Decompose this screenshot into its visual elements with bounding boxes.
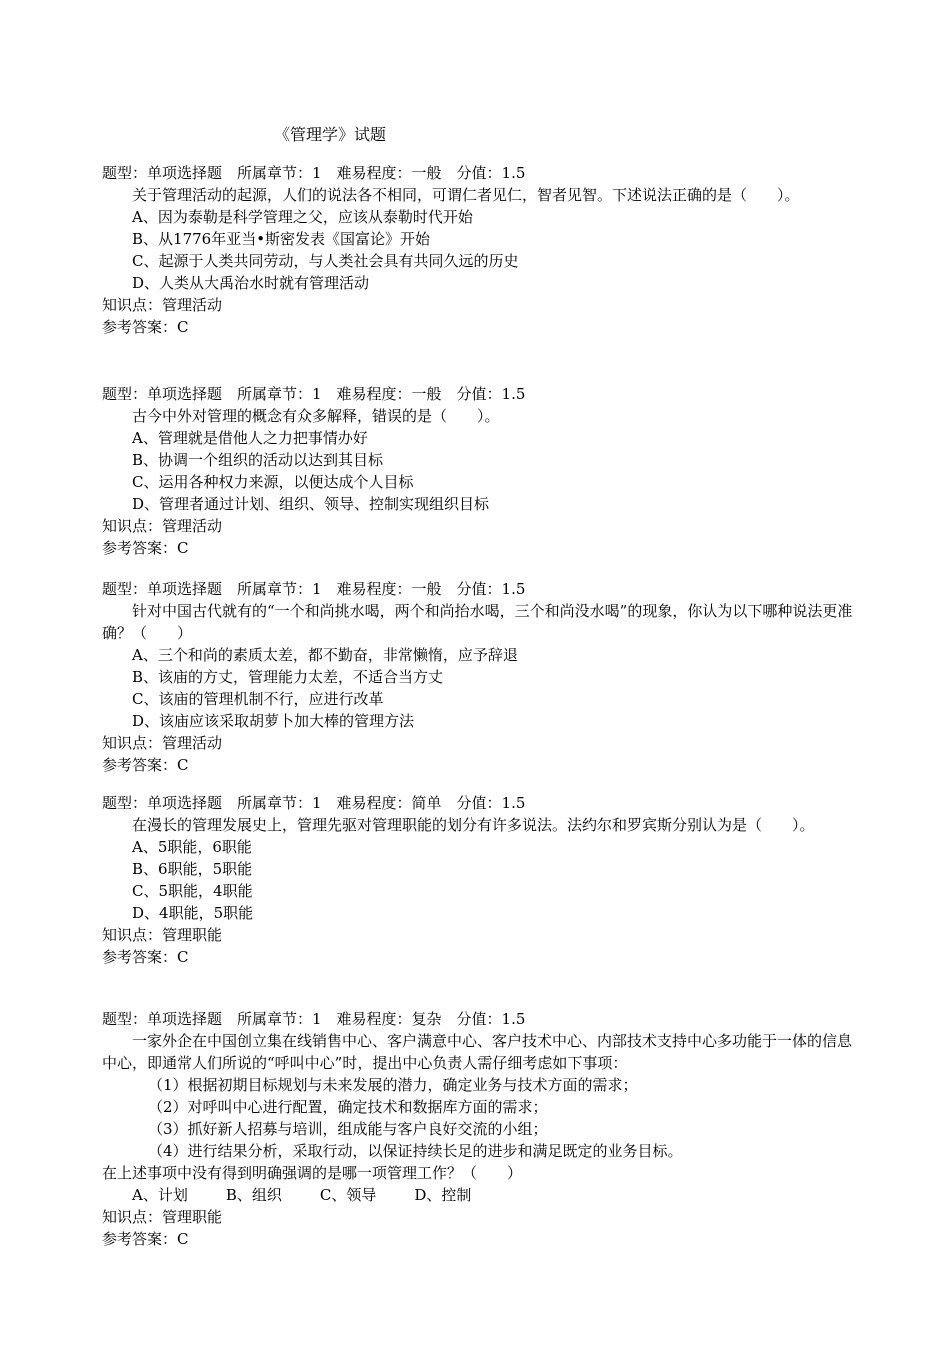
option-c: C、运用各种权力来源，以便达成个人目标 (132, 473, 414, 491)
reference-answer: 参考答案：C (102, 948, 189, 966)
option-b: B、从1776年亚当•斯密发表《国富论》开始 (132, 230, 431, 248)
option-b: B、协调一个组织的活动以达到其目标 (132, 451, 384, 469)
knowledge-point: 知识点：管理职能 (102, 926, 223, 944)
option-a: A、5职能，6职能 (132, 838, 252, 856)
question-4 (102, 792, 862, 968)
reference-answer: 参考答案：C (102, 318, 189, 336)
knowledge-point: 知识点：管理职能 (102, 1208, 223, 1226)
question-meta: 题型：单项选择题 所属章节：1 难易程度：复杂 分值：1.5 (102, 1010, 526, 1028)
option-a: A、管理就是借他人之力把事情办好 (132, 429, 368, 447)
option-b: B、6职能，5职能 (132, 860, 253, 878)
option-a: A、计划 (132, 1186, 188, 1204)
question-stem: 一家外企在中国创立集在线销售中心、客户满意中心、客户技术中心、内部技术支持中心多功能于一体的信息中心，即通常人们所说的“呼叫中心”时，提出中心负责人需仔细考虑如下事项： (102, 1032, 853, 1072)
option-b: B、组织 (225, 1186, 282, 1204)
option-a: A、因为泰勒是科学管理之父，应该从泰勒时代开始 (132, 208, 473, 226)
option-c: C、领导 (319, 1186, 377, 1204)
option-c: C、起源于人类共同劳动，与人类社会具有共同久远的历史 (132, 252, 519, 270)
option-c: C、5职能，4职能 (132, 882, 253, 900)
knowledge-point: 知识点：管理活动 (102, 734, 223, 752)
reference-answer: 参考答案：C (102, 1230, 189, 1248)
reference-answer: 参考答案：C (102, 539, 189, 557)
consideration-item-2: （2）对呼叫中心进行配置，确定技术和数据库方面的需求； (148, 1098, 548, 1116)
option-d: D、控制 (414, 1186, 472, 1204)
question-stem: 在漫长的管理发展史上，管理先驱对管理职能的划分有许多说法。法约尔和罗宾斯分别认为是（ ）。 (132, 816, 815, 834)
option-d: D、人类从大禹治水时就有管理活动 (132, 274, 370, 292)
question-stem: 关于管理活动的起源，人们的说法各不相同，可谓仁者见仁，智者见智。下述说法正确的是（ ）。 (132, 186, 800, 204)
question-2 (102, 383, 862, 559)
question-prompt: 在上述事项中没有得到明确强调的是哪一项管理工作？（ ） (102, 1164, 523, 1182)
question-meta: 题型：单项选择题 所属章节：1 难易程度：简单 分值：1.5 (102, 794, 526, 812)
question-meta: 题型：单项选择题 所属章节：1 难易程度：一般 分值：1.5 (102, 580, 526, 598)
question-meta: 题型：单项选择题 所属章节：1 难易程度：一般 分值：1.5 (102, 164, 526, 182)
consideration-item-1: （1）根据初期目标规划与未来发展的潜力，确定业务与技术方面的需求； (148, 1076, 638, 1094)
document-title: 《管理学》试题 (273, 125, 386, 144)
option-b: B、该庙的方丈，管理能力太差，不适合当方丈 (132, 668, 444, 686)
option-a: A、三个和尚的素质太差，都不勤奋，非常懒惰，应予辞退 (132, 646, 518, 664)
consideration-item-4: （4）进行结果分析，采取行动，以保证持续长足的进步和满足既定的业务目标。 (148, 1142, 683, 1160)
question-3 (102, 578, 862, 776)
question-stem: 针对中国古代就有的“一个和尚挑水喝，两个和尚抬水喝，三个和尚没水喝”的现象，你认为以下哪种说法更准确？（ ） (102, 602, 853, 642)
question-5 (102, 1008, 862, 1250)
options-row (102, 1184, 862, 1206)
option-d: D、该庙应该采取胡萝卜加大棒的管理方法 (132, 712, 415, 730)
question-meta: 题型：单项选择题 所属章节：1 难易程度：一般 分值：1.5 (102, 385, 526, 403)
question-1 (102, 162, 862, 338)
consideration-item-3: （3）抓好新人招募与培训，组成能与客户良好交流的小组； (148, 1120, 548, 1138)
reference-answer: 参考答案：C (102, 756, 189, 774)
knowledge-point: 知识点：管理活动 (102, 517, 223, 535)
option-d: D、管理者通过计划、组织、领导、控制实现组织目标 (132, 495, 490, 513)
option-c: C、该庙的管理机制不行，应进行改革 (132, 690, 384, 708)
knowledge-point: 知识点：管理活动 (102, 296, 223, 314)
option-d: D、4职能，5职能 (132, 904, 254, 922)
question-stem: 古今中外对管理的概念有众多解释，错误的是（ ）。 (132, 407, 500, 425)
